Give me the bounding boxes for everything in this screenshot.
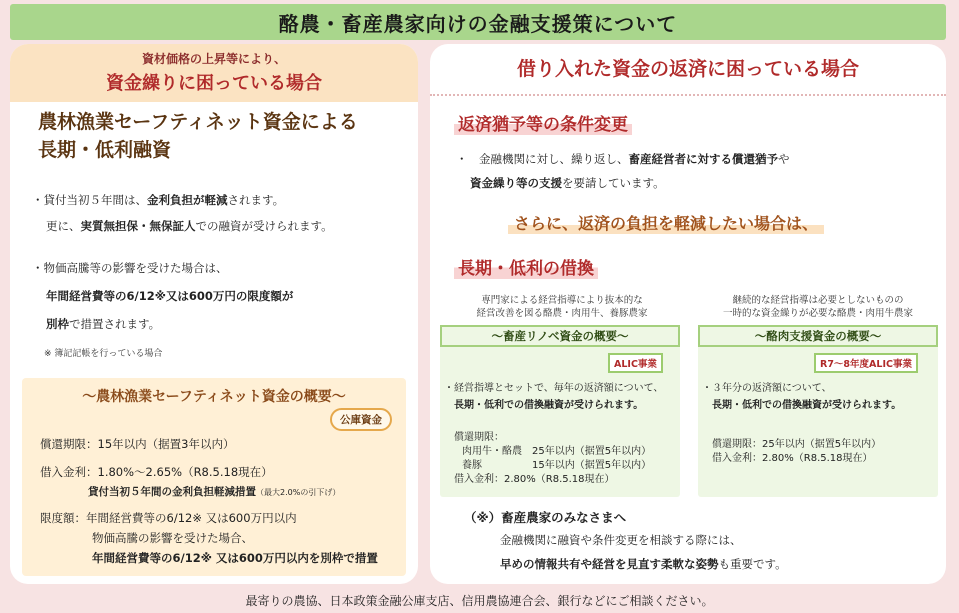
condition-change-title: 返済猶予等の条件変更 bbox=[454, 110, 632, 135]
overview-box bbox=[22, 378, 406, 576]
condition-line2-bold: 資金繰り等の支援 bbox=[470, 176, 562, 190]
renovation-fund-title: ～畜産リノベ資金の概要～ bbox=[440, 325, 680, 347]
farmers-note-line-1: 金融機関に融資や条件変更を相談する際には、 bbox=[500, 533, 742, 547]
dairy-support-line-2: 長期・低利での借換融資が受けられます。 bbox=[712, 400, 902, 411]
left-panel bbox=[10, 44, 418, 584]
left-bullet-2 bbox=[46, 218, 333, 234]
condition-line1-bold: 畜産経営者に対する償還猶予 bbox=[628, 152, 778, 166]
overview-rate-sub-main: 貸付当初５年間の金利負担軽減措置 bbox=[88, 486, 256, 498]
additional-relief-heading: さらに、返済の負担を軽減したい場合は、 bbox=[508, 211, 824, 234]
overview-rate-sub-small: （最大2.0%の引下げ） bbox=[256, 488, 341, 497]
left-bullet-1-pre: ・貸付当初５年間は、 bbox=[32, 193, 147, 207]
alic-r7-8-badge: R7～8年度ALIC事業 bbox=[814, 353, 918, 373]
renovation-repay-label: 償還期限： bbox=[454, 432, 504, 443]
dairy-support-rate: 借入金利：2.80%（R8.5.18現在） bbox=[712, 453, 873, 464]
overview-repay: 償還期限：15年以内（据置3年以内） bbox=[40, 437, 235, 451]
overview-limit-1: 限度額：年間経営費等の6/12※ 又は600万円以内 bbox=[40, 511, 297, 525]
condition-change-line-1 bbox=[456, 151, 790, 167]
farmers-note-heading: （※）畜産農家のみなさまへ bbox=[464, 510, 627, 525]
left-bullet-5-post: で措置されます。 bbox=[69, 317, 161, 331]
left-panel-header bbox=[10, 44, 418, 102]
farmers-note-line2-post: も重要です。 bbox=[718, 557, 787, 571]
left-bullet-3: ・物価高騰等の影響を受けた場合は、 bbox=[32, 261, 228, 275]
condition-change-line-2 bbox=[470, 175, 665, 191]
left-bullet-2-pre: 更に、 bbox=[46, 219, 81, 233]
farmers-note-line-2 bbox=[500, 556, 787, 572]
overview-limit-3: 年間経営費等の6/12※ 又は600万円以内を別枠で措置 bbox=[92, 551, 378, 565]
renovation-line-1: ・経営指導とセットで、毎年の返済額について、 bbox=[444, 383, 664, 394]
condition-line1-pre: ・ 金融機関に対し、繰り返し、 bbox=[456, 152, 629, 166]
public-fund-badge: 公庫資金 bbox=[330, 408, 392, 431]
farmers-note-line2-bold: 早めの情報共有や経営を見直す柔軟な姿勢 bbox=[500, 557, 719, 571]
left-section-title bbox=[38, 108, 408, 164]
caption-left-line2: 経営改善を図る酪農・肉用牛、養豚農家 bbox=[476, 308, 648, 319]
left-bullet-2-post: での融資が受けられます。 bbox=[195, 219, 333, 233]
renovation-repay-dairy: 肉用牛・酪農 25年以内（据置5年以内） bbox=[462, 446, 652, 457]
left-header-title: 資金繰りに困っている場合 bbox=[106, 73, 322, 94]
overview-limit-2: 物価高騰の影響を受けた場合、 bbox=[92, 531, 253, 545]
dairy-support-title: ～酪肉支援資金の概要～ bbox=[698, 325, 938, 347]
caption-right-line1: 継続的な経営指導は必要としないものの bbox=[732, 295, 904, 306]
left-bullet-1 bbox=[32, 192, 284, 208]
right-panel-title: 借り入れた資金の返済に困っている場合 bbox=[516, 58, 859, 80]
refinance-title: 長期・低利の借換 bbox=[454, 254, 598, 279]
left-bullet-2-bold: 実質無担保・無保証人 bbox=[80, 219, 196, 233]
overview-rate: 借入金利：1.80%～2.65%（R8.5.18現在） bbox=[40, 465, 273, 479]
left-bullet-1-post: されます。 bbox=[227, 193, 285, 207]
page-title: 酪農・畜産農家向けの金融支援策について bbox=[278, 11, 678, 36]
condition-line1-post: や bbox=[778, 152, 790, 166]
left-title-line2: 長期・低利融資 bbox=[38, 139, 172, 161]
left-bullet-1-bold: 金利負担が軽減 bbox=[147, 193, 228, 207]
overview-title: ～農林漁業セーフティネット資金の概要～ bbox=[82, 389, 346, 405]
right-panel bbox=[430, 44, 946, 584]
dairy-support-line-1: ・３年分の返済額について、 bbox=[702, 383, 832, 394]
left-bullet-5 bbox=[46, 316, 160, 332]
condition-line2-post: を要請しています。 bbox=[562, 176, 665, 190]
overview-rate-sub bbox=[88, 484, 340, 499]
left-header-subtitle: 資材価格の上昇等により、 bbox=[141, 52, 286, 66]
renovation-repay-pig: 養豚 15年以内（据置5年以内） bbox=[462, 460, 652, 471]
dairy-support-fund-box bbox=[698, 325, 938, 497]
dairy-support-repay: 償還期限：25年以内（据置5年以内） bbox=[712, 439, 882, 450]
footer-contact-text: 最寄りの農協、日本政策金融公庫支店、信用農協連合会、銀行などにご相談ください。 bbox=[245, 594, 714, 608]
caption-left-line1: 専門家による経営指導により抜本的な bbox=[481, 295, 643, 306]
caption-right-line2: 一時的な資金繰りが必要な酪農・肉用牛農家 bbox=[722, 308, 913, 319]
left-footnote: ※ 簿記記帳を行っている場合 bbox=[44, 349, 163, 359]
renovation-rate: 借入金利：2.80%（R8.5.18現在） bbox=[454, 474, 615, 485]
renovation-line-2: 長期・低利での借換融資が受けられます。 bbox=[454, 400, 644, 411]
left-bullet-5-bold: 別枠 bbox=[46, 317, 69, 331]
caption-right bbox=[698, 294, 938, 320]
alic-badge: ALIC事業 bbox=[608, 353, 663, 373]
right-divider bbox=[430, 94, 946, 96]
left-bullet-4: 年間経営費等の6/12※又は600万円の限度額が bbox=[46, 289, 294, 303]
left-title-line1: 農林漁業セーフティネット資金による bbox=[38, 111, 358, 133]
page-title-bar bbox=[10, 4, 946, 40]
renovation-fund-box bbox=[440, 325, 680, 497]
caption-left bbox=[442, 294, 682, 320]
